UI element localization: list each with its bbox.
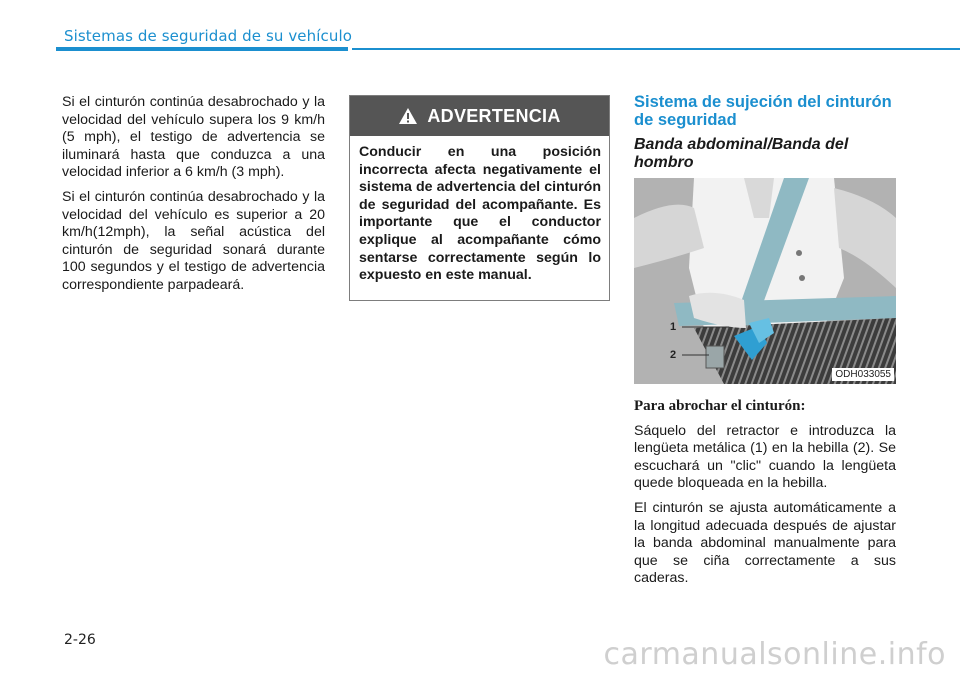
- callout-2: 2: [670, 349, 677, 361]
- paragraph: Si el cinturón continúa desabrochado y la velocidad del vehículo supera los 9 km/h (5 mph), el testigo de advertencia se iluminará hasta que conduzca a una velocidad inferior a 6 km/h (3 mph).: [62, 94, 325, 181]
- figure-code: ODH033055: [832, 368, 894, 381]
- header-rule-thin: [352, 48, 960, 50]
- paragraph: Sáquelo del retractor e introduzca la lengüeta metálica (1) en la hebilla (2). Se escuchará un "clic" cuando la lengüeta quede bloqueada en la hebilla.: [634, 422, 896, 492]
- page-number: 2-26: [64, 632, 96, 648]
- warning-triangle-icon: [398, 107, 418, 125]
- section-title: Sistema de sujeción del cinturón de seguridad: [634, 93, 892, 129]
- paragraph: Si el cinturón continúa desabrochado y la velocidad del vehículo es superior a 20 km/h(12mph), la señal acústica del cinturón de seguridad sonará durante 100 segundos y el testigo de advertencia correspondiente parpadeará.: [62, 188, 325, 293]
- subsection-title: Banda abdominal/Banda del hombro: [634, 136, 849, 171]
- callout-1: 1: [670, 321, 677, 333]
- warning-text: Conducir en una posición incorrecta afecta negativamente el sistema de advertencia del cinturón de seguridad del acompañante. Es importante que el conductor explique al acompañante cómo sentarse correctamente según lo expuesto en este manual.: [359, 144, 601, 284]
- right-column-bottom: [634, 398, 896, 595]
- paragraph: El cinturón se ajusta automáticamente a la longitud adecuada después de ajustar la banda abdominal manualmente para que se ciña correctamente a sus caderas.: [634, 499, 896, 587]
- warning-header: [350, 96, 609, 136]
- watermark: carmanualsonline.info: [603, 637, 946, 672]
- seatbelt-figure: [634, 178, 896, 384]
- section-header: Sistemas de seguridad de su vehículo: [64, 27, 353, 45]
- left-column: [62, 94, 325, 302]
- warning-title: ADVERTENCIA: [427, 105, 561, 126]
- how-to-title: Para abrochar el cinturón:: [634, 398, 806, 414]
- header-rule-thick: [56, 47, 348, 51]
- warning-box: [349, 95, 610, 301]
- right-column-top: [634, 94, 896, 178]
